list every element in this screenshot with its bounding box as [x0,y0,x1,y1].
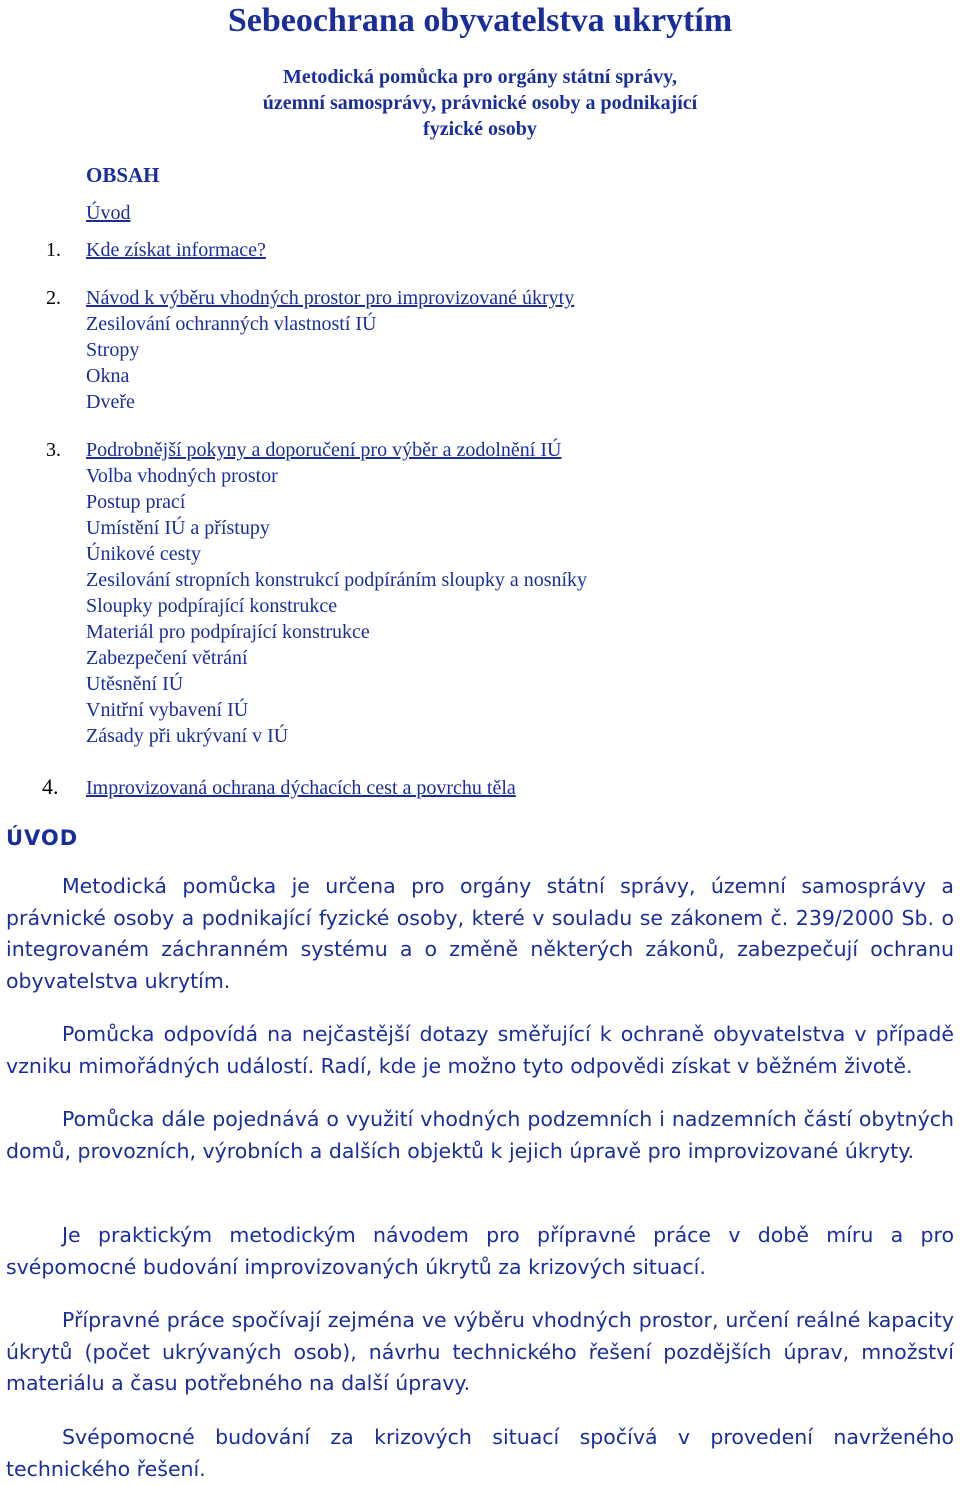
toc-subitem: Utěsnění IÚ [86,673,184,695]
toc-section-number: 1. [46,239,61,261]
toc-subitem: Vnitřní vybavení IÚ [86,699,249,721]
toc-link-section-3[interactable]: Podrobnější pokyny a doporučení pro výběr a zodolnění IÚ [86,439,562,461]
toc-link-section-1[interactable]: Kde získat informace? [86,239,266,261]
toc-heading: OBSAH [86,163,160,187]
toc-subitem: Dveře [86,391,135,413]
document-title: Sebeochrana obyvatelstva ukrytím [227,2,733,39]
toc-subitem: Okna [86,365,130,387]
intro-paragraph: Svépomocné budování za krizových situací spočívá v provedení navrženého technického řešení. [6,1425,954,1481]
intro-paragraph: Pomůcka dále pojednává o využití vhodných podzemních i nadzemních částí obytných domů, provozních, výrobních a dalších objektů k jejich úpravě pro improvizované úkryty. [6,1107,954,1163]
subtitle-line: fyzické osoby [423,118,537,140]
intro-paragraph: Metodická pomůcka je určena pro orgány státní správy, územní samosprávy a právnické osoby a podnikající fyzické osoby, které v souladu se zákonem č. 239/2000 Sb. o integrovaném záchranném systému a o změně některých zákonů, zabezpečují ochranu obyvatelstva ukrytím. [6,874,954,993]
toc-subitem: Zesilování ochranných vlastností IÚ [86,313,377,335]
toc-subitem: Postup prací [86,491,186,513]
intro-paragraph: Pomůcka odpovídá na nejčastější dotazy směřující k ochraně obyvatelstva v případě vzniku mimořádných událostí. Radí, kde je možno tyto odpovědi získat v běžném životě. [6,1022,954,1078]
toc-link-intro[interactable]: Úvod [86,202,131,224]
toc-subitem: Zásady při ukrývaní v IÚ [86,725,289,747]
subtitle-line: Metodická pomůcka pro orgány státní správy, [282,66,678,88]
toc-section-number: 2. [46,287,61,309]
intro-heading: ÚVOD [6,826,79,850]
toc-section-number: 3. [46,439,61,461]
subtitle-line: územní samosprávy, právnické osoby a podnikající [262,92,698,114]
intro-paragraph: Je praktickým metodickým návodem pro přípravné práce v době míru a pro svépomocné budování improvizovaných úkrytů za krizových situací. [6,1223,954,1279]
intro-paragraph: Přípravné práce spočívají zejména ve výběru vhodných prostor, určení reálné kapacity úkrytů (počet ukrývaných osob), návrhu technického řešení pozdějších úprav, množství materiálu a času potřebného na další úpravy. [6,1308,954,1395]
toc-subitem: Volba vhodných prostor [86,465,278,487]
document-subtitle [200,64,760,142]
toc-subitem: Materiál pro podpírající konstrukce [86,621,370,643]
toc-subitem: Stropy [86,339,140,361]
toc-subitem: Zesilování stropních konstrukcí podpíráním sloupky a nosníky [86,569,588,591]
toc-link-section-2[interactable]: Návod k výběru vhodných prostor pro improvizované úkryty [86,287,575,309]
toc-subitem: Sloupky podpírající konstrukce [86,595,338,617]
toc-subitem: Únikové cesty [86,543,201,565]
toc-section-number: 4. [42,774,59,799]
toc-subitem: Zabezpečení větrání [86,647,248,669]
toc-subitem: Umístění IÚ a přístupy [86,517,270,539]
toc-link-section-4[interactable]: Improvizovaná ochrana dýchacích cest a povrchu těla [86,777,516,799]
